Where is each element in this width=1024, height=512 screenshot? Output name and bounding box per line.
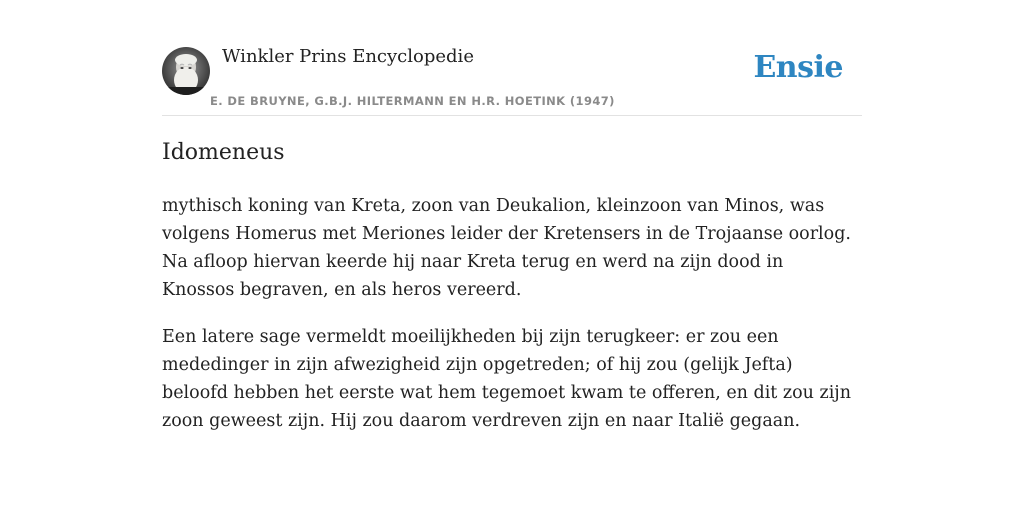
author-avatar[interactable]: [162, 47, 210, 95]
source-authors: E. DE BRUYNE, G.B.J. HILTERMANN EN H.R. HOETINK (1947): [210, 94, 615, 108]
article-page: [162, 0, 862, 431]
source-title[interactable]: Winkler Prins Encyclopedie: [222, 46, 474, 67]
article-title: Idomeneus: [162, 140, 285, 165]
source-header: [162, 0, 862, 116]
article-paragraph: Een latere sage vermeldt moeilijkheden bij zijn terugkeer: er zou een mededinger in zijn afwezigheid zijn opgetreden; of hij zou (gelijk Jefta) beloofd hebben het eerste wat hem tegemoet kwam te offeren, en dit zou zijn zoon geweest zijn. Hij zou daarom verdreven zijn en naar Italië gegaan.: [162, 327, 852, 431]
author-portrait-icon: [162, 47, 210, 95]
article-paragraph: mythisch koning van Kreta, zoon van Deukalion, kleinzoon van Minos, was volgens Homerus met Meriones leider der Kretensers in de Trojaanse oorlog. Na afloop hiervan keerde hij naar Kreta terug en werd na zijn dood in Knossos begraven, en als heros vereerd.: [162, 196, 851, 300]
ensie-logo[interactable]: Ensie: [753, 50, 843, 85]
article-body: [162, 192, 852, 454]
